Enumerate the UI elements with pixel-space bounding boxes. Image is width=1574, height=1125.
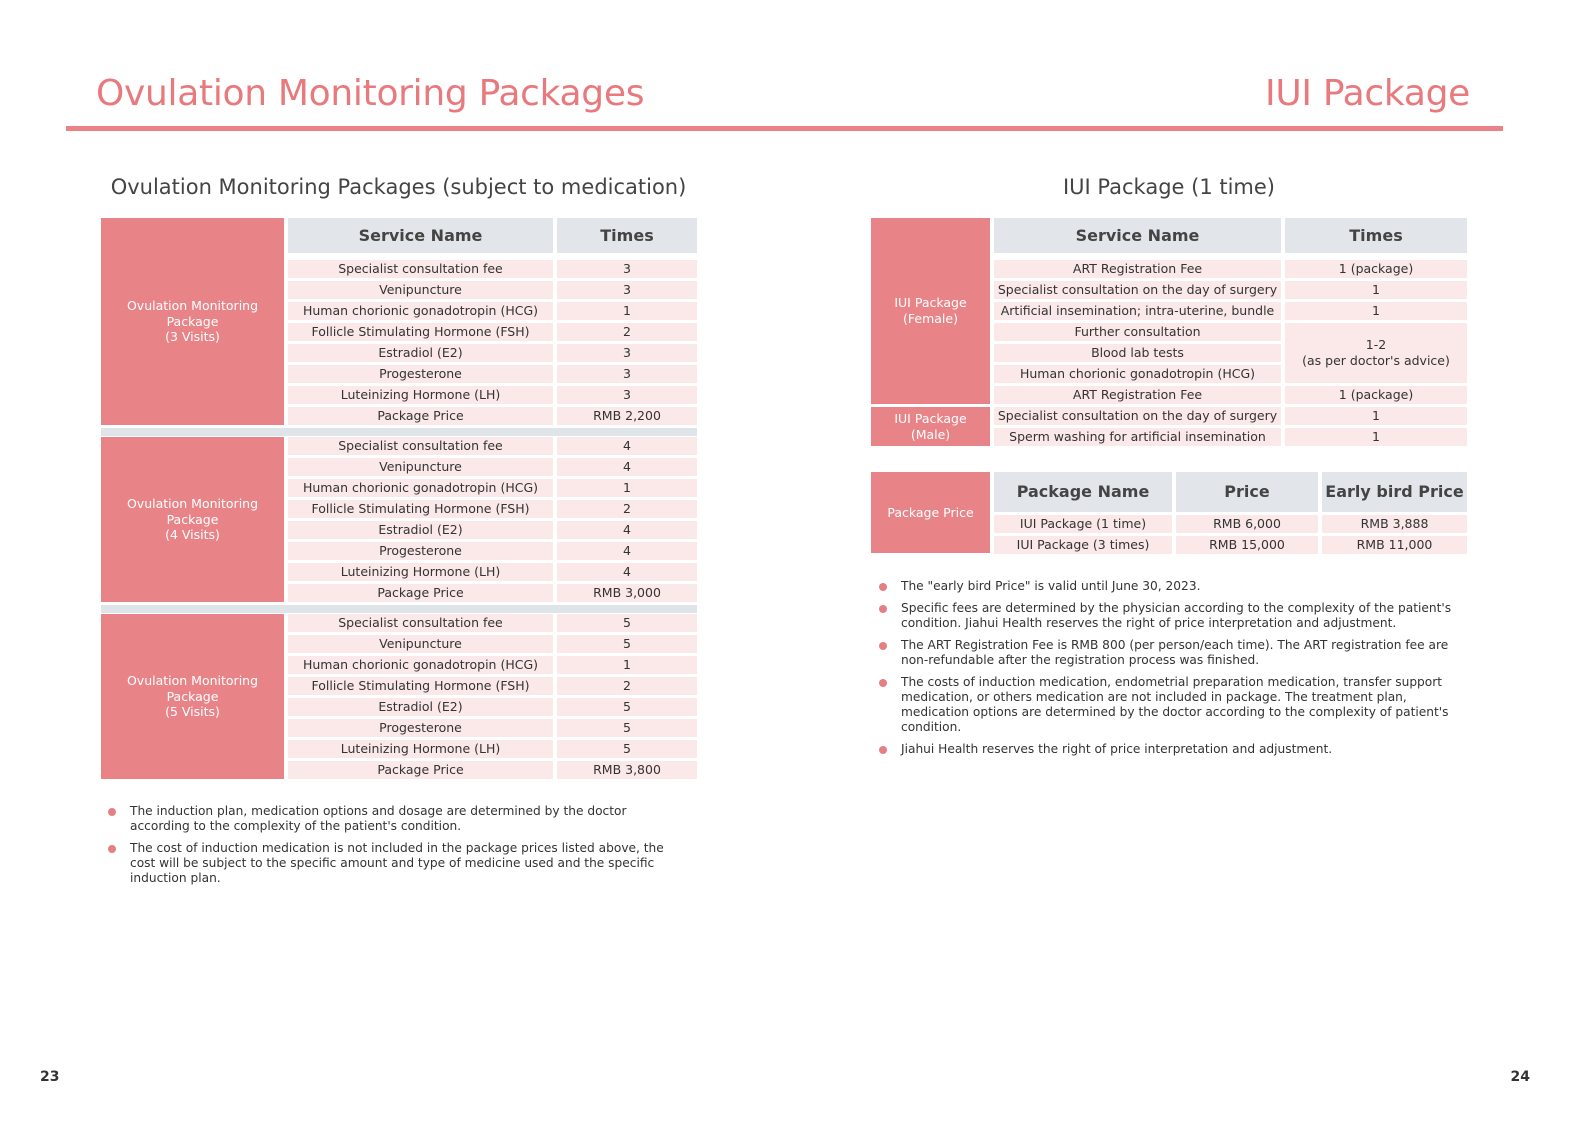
note-text: The "early bird Price" is valid until June 30, 2023. bbox=[901, 579, 1201, 593]
bullet-dot-icon bbox=[108, 845, 116, 853]
table-row-service: Estradiol (E2) bbox=[288, 521, 553, 539]
table-row-service: Human chorionic gonadotropin (HCG) bbox=[288, 479, 553, 497]
table-row-times: 1 bbox=[1285, 302, 1467, 320]
page-number-right: 24 bbox=[1510, 1069, 1530, 1085]
note-item bbox=[879, 675, 1459, 735]
page-number-left: 23 bbox=[40, 1069, 60, 1085]
header-service-name: Service Name bbox=[288, 218, 553, 253]
table-row-times: 4 bbox=[557, 563, 697, 581]
bullet-dot-icon bbox=[879, 746, 887, 754]
table-row-times: 5 bbox=[557, 719, 697, 737]
bullet-dot-icon bbox=[879, 642, 887, 650]
package-label-line: (4 Visits) bbox=[165, 527, 220, 543]
note-text: The cost of induction medication is not included in the package prices listed above, the cost will be subject to the specific amount and type of medicine used and the specific induction plan. bbox=[130, 841, 664, 885]
price-header-early-bird: Early bird Price bbox=[1322, 472, 1467, 512]
bullet-dot-icon bbox=[879, 679, 887, 687]
bullet-dot-icon bbox=[879, 605, 887, 613]
iui-male-label-line: (Male) bbox=[910, 426, 951, 442]
package-label bbox=[101, 218, 284, 425]
package-label bbox=[101, 437, 284, 602]
table-row-times: 1 (package) bbox=[1285, 386, 1467, 404]
left-notes-list bbox=[108, 804, 688, 893]
table-row-times: 4 bbox=[557, 521, 697, 539]
table-row-service: Progesterone bbox=[288, 365, 553, 383]
table-row-times: 2 bbox=[557, 323, 697, 341]
package-label bbox=[101, 614, 284, 779]
price-header-price: Price bbox=[1176, 472, 1318, 512]
table-row-times: 5 bbox=[557, 740, 697, 758]
table-row-times: RMB 2,200 bbox=[557, 407, 697, 425]
table-row-times: RMB 3,000 bbox=[557, 584, 697, 602]
table-row-service: Follicle Stimulating Hormone (FSH) bbox=[288, 323, 553, 341]
bullet-dot-icon bbox=[879, 583, 887, 591]
table-row-times: 3 bbox=[557, 365, 697, 383]
table-row-service: Progesterone bbox=[288, 542, 553, 560]
table-row-service: Package Price bbox=[288, 761, 553, 779]
price-row-name: IUI Package (1 time) bbox=[994, 515, 1172, 533]
note-item bbox=[879, 579, 1459, 594]
note-text: Specific fees are determined by the physician according to the complexity of the patient's condition. Jiahui Health reserves the right of price interpretation and adjustment. bbox=[901, 601, 1452, 630]
table-row-times: 2 bbox=[557, 500, 697, 518]
table-row-times: 3 bbox=[557, 281, 697, 299]
table-row-service: Specialist consultation on the day of surgery bbox=[994, 407, 1281, 425]
table-row-service: Venipuncture bbox=[288, 281, 553, 299]
table-row-service: ART Registration Fee bbox=[994, 260, 1281, 278]
table-row-service: Luteinizing Hormone (LH) bbox=[288, 386, 553, 404]
table-row-service: Sperm washing for artificial insemination bbox=[994, 428, 1281, 446]
table-row-service: Estradiol (E2) bbox=[288, 698, 553, 716]
table-row-service: Luteinizing Hormone (LH) bbox=[288, 563, 553, 581]
package-label-line: (3 Visits) bbox=[165, 329, 220, 345]
price-header-package-name: Package Name bbox=[994, 472, 1172, 512]
iui-female-label-line: IUI Package bbox=[894, 295, 967, 311]
iui-header-times: Times bbox=[1285, 218, 1467, 253]
table-row-times: 3 bbox=[557, 344, 697, 362]
table-row-service: Follicle Stimulating Hormone (FSH) bbox=[288, 500, 553, 518]
price-row-price: RMB 6,000 bbox=[1176, 515, 1318, 533]
table-row-times: 1 (package) bbox=[1285, 260, 1467, 278]
iui-female-label-line: (Female) bbox=[903, 311, 958, 326]
package-label-line: Package bbox=[166, 313, 219, 329]
table-row-service: ART Registration Fee bbox=[994, 386, 1281, 404]
table-row-times: 4 bbox=[557, 437, 697, 455]
table-row-service: Venipuncture bbox=[288, 458, 553, 476]
table-row-times: 5 bbox=[557, 698, 697, 716]
table-row-times: 1 bbox=[1285, 407, 1467, 425]
table-row-times: RMB 3,800 bbox=[557, 761, 697, 779]
note-text: The induction plan, medication options and dosage are determined by the doctor according to the complexity of the patient's condition. bbox=[130, 804, 627, 833]
package-label-line: Ovulation Monitoring bbox=[126, 673, 259, 689]
note-item bbox=[108, 804, 688, 834]
table-row-service: Specialist consultation fee bbox=[288, 614, 553, 632]
table-row-service: Progesterone bbox=[288, 719, 553, 737]
package-label-line: (5 Visits) bbox=[165, 704, 220, 720]
note-item bbox=[879, 742, 1459, 757]
table-row-service: Estradiol (E2) bbox=[288, 344, 553, 362]
table-row-service: Specialist consultation fee bbox=[288, 260, 553, 278]
table-row-service: Human chorionic gonadotropin (HCG) bbox=[288, 656, 553, 674]
table-row-service: Package Price bbox=[288, 584, 553, 602]
note-item bbox=[879, 638, 1459, 668]
table-row-service: Follicle Stimulating Hormone (FSH) bbox=[288, 677, 553, 695]
package-label-line: Ovulation Monitoring bbox=[126, 298, 259, 314]
package-label-line: Package bbox=[166, 511, 219, 527]
price-table-label: Package Price bbox=[871, 472, 990, 553]
table-row-service: Luteinizing Hormone (LH) bbox=[288, 740, 553, 758]
iui-female-label bbox=[871, 218, 990, 404]
header-times: Times bbox=[557, 218, 697, 253]
table-row-times-merged bbox=[1285, 323, 1467, 383]
table-row-times: 1 bbox=[1285, 428, 1467, 446]
header-rule bbox=[66, 126, 1503, 131]
table-row-times: 3 bbox=[557, 260, 697, 278]
price-row-name: IUI Package (3 times) bbox=[994, 536, 1172, 554]
package-label-line: Ovulation Monitoring bbox=[126, 496, 259, 512]
table-row-times: 1 bbox=[557, 479, 697, 497]
note-item bbox=[879, 601, 1459, 631]
table-row-service: Human chorionic gonadotropin (HCG) bbox=[994, 365, 1281, 383]
note-item bbox=[108, 841, 688, 886]
table-row-times: 3 bbox=[557, 386, 697, 404]
table-row-times: 1 bbox=[1285, 281, 1467, 299]
table-row-service: Package Price bbox=[288, 407, 553, 425]
table-row-service: Human chorionic gonadotropin (HCG) bbox=[288, 302, 553, 320]
table-row-times: 1 bbox=[557, 656, 697, 674]
table-row-times: 5 bbox=[557, 635, 697, 653]
package-divider bbox=[101, 605, 697, 613]
iui-male-label-line: IUI Package bbox=[894, 410, 967, 426]
price-row-early-bird: RMB 11,000 bbox=[1322, 536, 1467, 554]
price-row-price: RMB 15,000 bbox=[1176, 536, 1318, 554]
bullet-dot-icon bbox=[108, 808, 116, 816]
note-text: Jiahui Health reserves the right of price interpretation and adjustment. bbox=[901, 742, 1333, 756]
left-page-title: Ovulation Monitoring Packages bbox=[96, 73, 645, 114]
iui-header-service-name: Service Name bbox=[994, 218, 1281, 253]
table-row-times: 5 bbox=[557, 614, 697, 632]
price-row-early-bird: RMB 3,888 bbox=[1322, 515, 1467, 533]
table-row-times: 4 bbox=[557, 458, 697, 476]
table-row-service: Blood lab tests bbox=[994, 344, 1281, 362]
note-text: The costs of induction medication, endometrial preparation medication, transfer support medication, or others medication are not included in package. The treatment plan, medication options are determined by the doctor according to the complexity of patient's condition. bbox=[901, 675, 1449, 734]
merged-times-line: 1-2 bbox=[1365, 337, 1387, 353]
table-row-times: 2 bbox=[557, 677, 697, 695]
table-row-times: 1 bbox=[557, 302, 697, 320]
package-label-line: Package bbox=[166, 688, 219, 704]
table-row-service: Further consultation bbox=[994, 323, 1281, 341]
table-row-times: 4 bbox=[557, 542, 697, 560]
right-section-subtitle: IUI Package (1 time) bbox=[1062, 175, 1276, 199]
right-page-title: IUI Package bbox=[1265, 73, 1470, 114]
table-row-service: Venipuncture bbox=[288, 635, 553, 653]
right-notes-list bbox=[879, 579, 1459, 764]
left-section-subtitle: Ovulation Monitoring Packages (subject to medication) bbox=[110, 175, 687, 199]
table-row-service: Specialist consultation on the day of surgery bbox=[994, 281, 1281, 299]
package-divider bbox=[101, 428, 697, 436]
iui-male-label bbox=[871, 407, 990, 446]
table-row-service: Artificial insemination; intra-uterine, bundle bbox=[994, 302, 1281, 320]
note-text: The ART Registration Fee is RMB 800 (per person/each time). The ART registration fee are non-refundable after the registration process was finished. bbox=[901, 638, 1449, 667]
table-row-service: Specialist consultation fee bbox=[288, 437, 553, 455]
merged-times-line: (as per doctor's advice) bbox=[1302, 353, 1450, 368]
